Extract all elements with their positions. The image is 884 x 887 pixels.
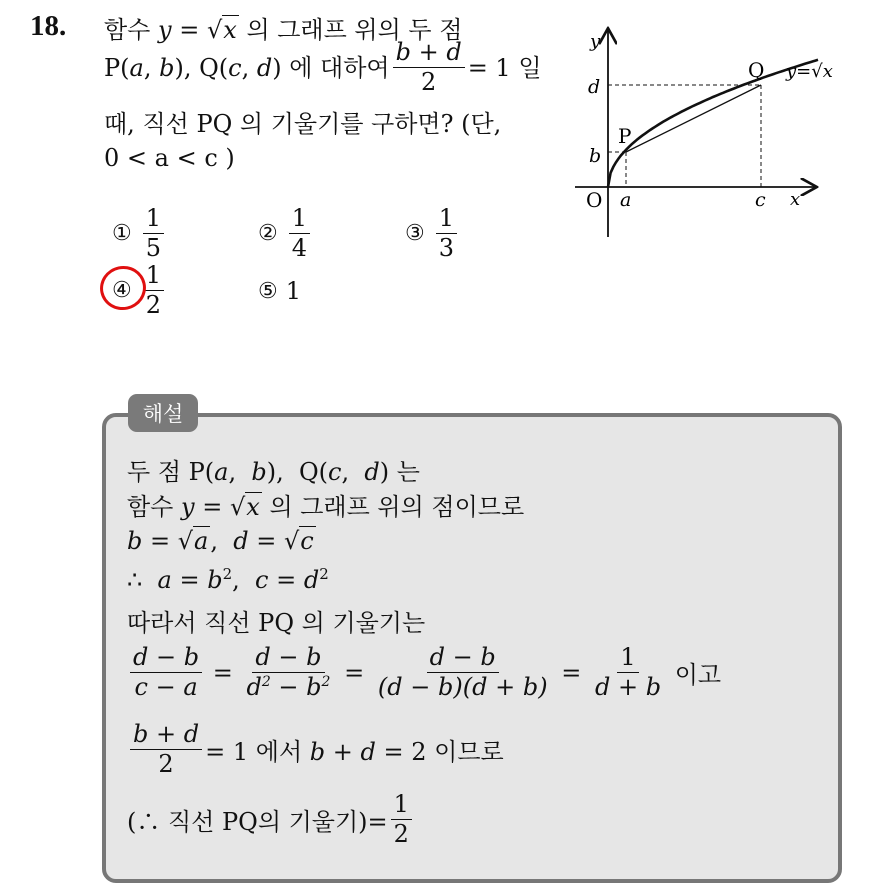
condition-fraction: $\frac{b + d}{2}$ xyxy=(393,40,465,95)
choice-1[interactable]: ① $\frac{1}{5}$ xyxy=(112,206,167,261)
solution-tag: 해설 xyxy=(128,394,198,432)
solution-line-6: $\frac{d - b}{c - a}$ = $\frac{d - b}{d^2 - b^2}$ = $\frac{d - b}{(d - b)(d + b)}$ = $\frac{1}{d + b}$ 이고 xyxy=(127,645,721,700)
solution-line-1: 두 점 P(a, b), Q(c, d) 는 xyxy=(127,458,420,486)
tick-b-label: b xyxy=(589,145,602,167)
choice-3[interactable]: ③ $\frac{1}{3}$ xyxy=(405,206,460,261)
tick-d-label: d xyxy=(588,76,601,98)
tick-a-label: a xyxy=(620,189,632,211)
question-text: ) 에 대하여 xyxy=(272,53,390,82)
question-text: 함수 xyxy=(104,16,151,44)
solution-line-7: $\frac{b + d}{2}$ = 1 에서 b + d = 2 이므로 xyxy=(127,722,504,777)
curve-label: y=√x xyxy=(786,61,833,82)
x-axis-label: x xyxy=(790,189,801,210)
sqrt-graph xyxy=(570,25,860,245)
solution-line-5: 따라서 직선 PQ 의 기울기는 xyxy=(127,609,426,637)
question-text: 의 그래프 위의 두 점 xyxy=(246,16,463,44)
question-line-2: P( a , b ), Q( c , d ) 에 대하여 $\frac{b + d}{2}$ = 1 일 xyxy=(104,38,542,97)
origin-label: O xyxy=(586,188,603,212)
question-text: ), Q( xyxy=(174,53,229,82)
secant-line-pq xyxy=(626,85,761,152)
choice-5[interactable]: ⑤ 1 xyxy=(258,277,302,305)
y-axis-label: y xyxy=(590,31,601,52)
point-q-label: Q xyxy=(748,58,765,82)
choice-2[interactable]: ② $\frac{1}{4}$ xyxy=(258,206,313,261)
solution-line-8: (∴ 직선 PQ의 기울기)= $\frac{1}{2}$ xyxy=(127,792,415,847)
sqrt-x: √x xyxy=(206,16,237,44)
choice-4[interactable]: ④ $\frac{1}{2}$ xyxy=(112,263,167,318)
question-text: = 1 일 xyxy=(467,53,542,82)
question-text: P( xyxy=(104,53,130,82)
question-line-1: 함수 y = √x 의 그래프 위의 두 점 xyxy=(104,13,462,47)
solution-line-4: ∴ $a = b^2$, $c = d^2$ xyxy=(127,565,329,594)
point-p-label: P xyxy=(618,124,632,148)
question-line-4: 0 < a < c ) xyxy=(104,144,235,172)
solution-line-3: b = √a, d = √c xyxy=(127,527,314,555)
solution-line-2: 함수 y = √x 의 그래프 위의 점이므로 xyxy=(127,493,525,521)
question-number: 18. xyxy=(30,10,67,42)
question-line-3: 때, 직선 PQ 의 기울기를 구하면? (단, xyxy=(104,110,502,138)
tick-c-label: c xyxy=(755,189,766,211)
